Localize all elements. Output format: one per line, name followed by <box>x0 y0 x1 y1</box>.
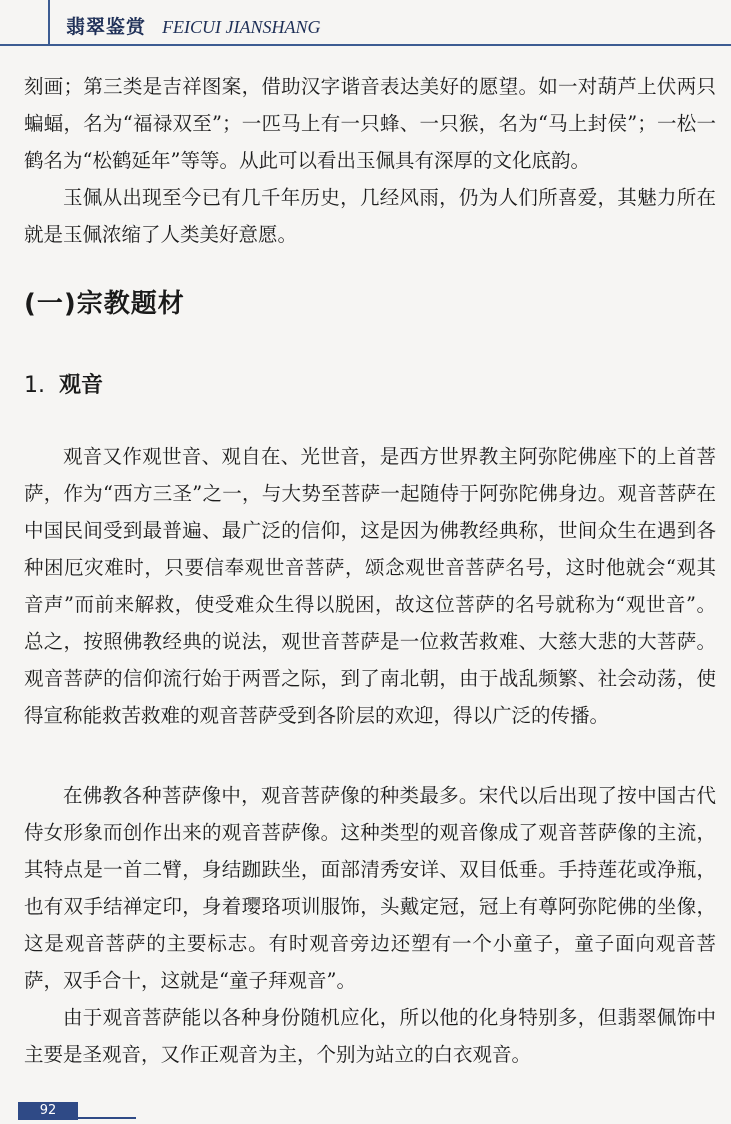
running-header <box>0 0 731 50</box>
subsection-heading <box>24 368 103 399</box>
guanyin-text-2 <box>24 777 716 1073</box>
body-paragraph-1: 观音又作观世音、观自在、光世音，是西方世界教主阿弥陀佛座下的上首菩萨，作为“西方三圣”之一，与大势至菩萨一起随侍于阿弥陀佛身边。观音菩萨在中国民间受到最普遍、最广泛的信仰，这是因为佛教经典称，世间众生在遇到各种困厄灾难时，只要信奉观世音菩萨，颂念观世音菩萨名号，这时他就会“观其音声”而前来解救，使受难众生得以脱困，故这位菩萨的名号就称为“观世音”。总之，按照佛教经典的说法，观世音菩萨是一位救苦救难、大慈大悲的大菩萨。观音菩萨的信仰流行始于两晋之际，到了南北朝，由于战乱频繁、社会动荡，使得宣称能救苦救难的观音菩萨受到各阶层的欢迎，得以广泛的传播。 <box>24 445 716 727</box>
header-vertical-rule <box>48 0 50 46</box>
intro-paragraph-2: 玉佩从出现至今已有几千年历史，几经风雨，仍为人们所喜爱，其魅力所在就是玉佩浓缩了人类美好意愿。 <box>24 186 716 246</box>
book-title-chinese: 翡翠鉴赏 <box>66 16 147 38</box>
intro-paragraph-1: 刻画；第三类是吉祥图案，借助汉字谐音表达美好的愿望。如一对葫芦上伏两只蝙蝠，名为“福禄双至”；一匹马上有一只蜂、一只猴，名为“马上封侯”；一松一鹤名为“松鹤延年”等等。从此可以看出玉佩具有深厚的文化底韵。 <box>24 75 716 172</box>
body-paragraph-2: 在佛教各种菩萨像中，观音菩萨像的种类最多。宋代以后出现了按中国古代侍女形象而创作出来的观音菩萨像。这种类型的观音像成了观音菩萨像的主流，其特点是一首二臂，身结跏趺坐，面部清秀安详、双目低垂。手持莲花或净瓶，也有双手结禅定印，身着璎珞项训服饰，头戴定冠，冠上有尊阿弥陀佛的坐像，这是观音菩萨的主要标志。有时观音旁边还塑有一个小童子，童子面向观音菩萨，双手合十，这就是“童子拜观音”。 <box>24 784 716 992</box>
header-rule <box>0 44 731 46</box>
body-paragraph-3: 由于观音菩萨能以各种身份随机应化，所以他的化身特别多，但翡翠佩饰中主要是圣观音，又作正观音为主，个别为站立的白衣观音。 <box>24 1006 716 1066</box>
subsection-title: 观音 <box>59 373 104 398</box>
page-number-badge: 92 <box>18 1102 78 1120</box>
intro-text <box>24 68 716 253</box>
footer-rule <box>78 1117 136 1119</box>
book-title-pinyin: FEICUI JIANSHANG <box>162 17 321 37</box>
book-title <box>66 12 321 39</box>
subsection-number: 1. <box>24 373 45 398</box>
guanyin-text-1 <box>24 438 716 734</box>
section-heading: (一)宗教题材 <box>24 289 185 319</box>
